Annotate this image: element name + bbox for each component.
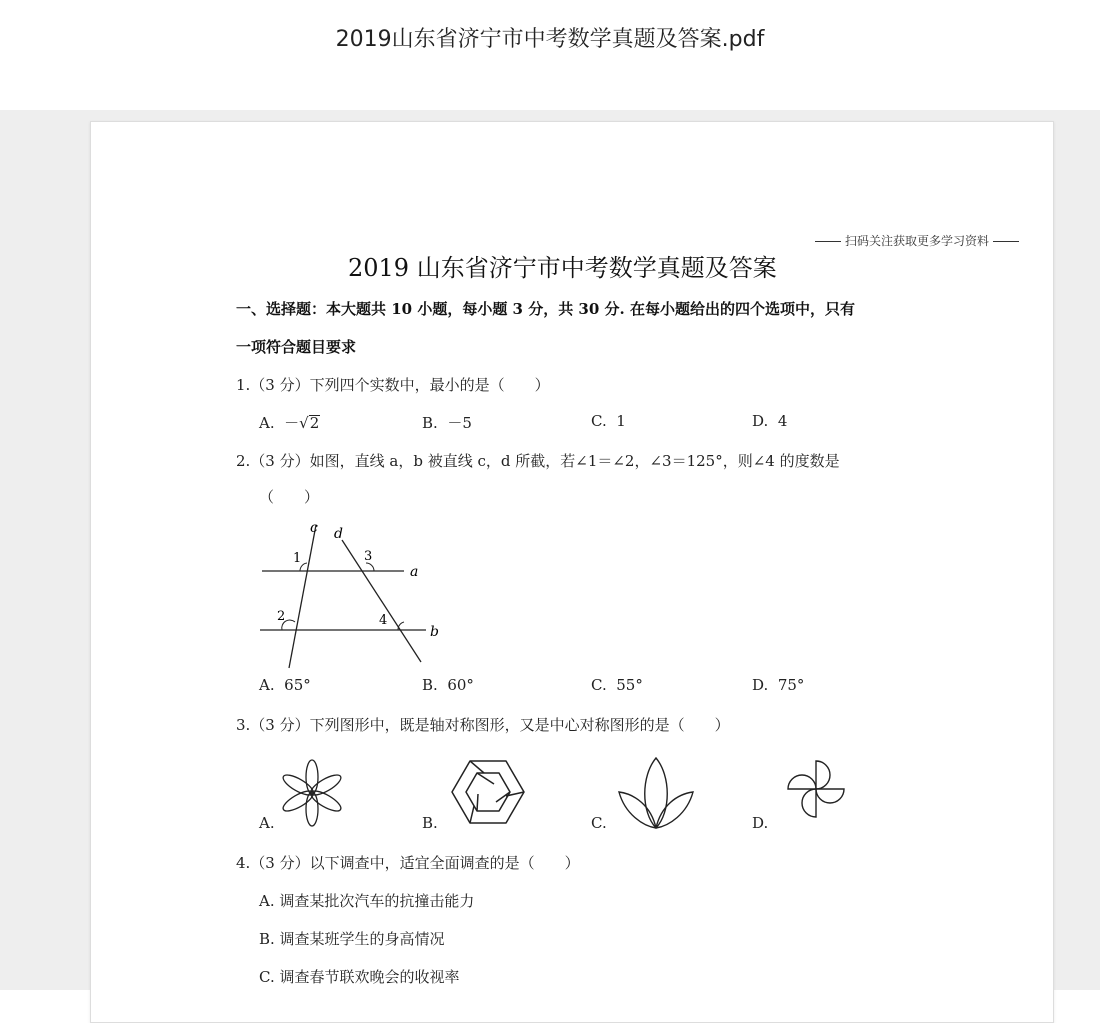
- option-text: 1: [616, 412, 626, 430]
- watermark-dash-left: [815, 241, 841, 242]
- radicand: 2: [309, 414, 320, 432]
- option-letter: C.: [591, 676, 607, 694]
- label-c: c: [310, 520, 318, 536]
- recycle-hexagon-icon: [443, 750, 533, 834]
- question-1-option-c: [591, 412, 626, 430]
- watermark-text: 扫码关注获取更多学习资料: [845, 234, 990, 248]
- option-letter: B.: [422, 414, 438, 432]
- question-2-option-c: [591, 676, 643, 694]
- sqrt-symbol: √: [299, 414, 309, 432]
- question-1-option-b: [422, 412, 472, 433]
- option-letter: A.: [259, 676, 275, 694]
- option-text: 65°: [284, 676, 311, 694]
- pdf-page: [90, 121, 1054, 1023]
- lotus-icon: [613, 754, 699, 832]
- question-1-option-a: [259, 412, 320, 433]
- question-3-stem: 3.（3 分）下列图形中，既是轴对称图形，又是中心对称图形的是（ ）: [236, 716, 730, 734]
- six-petal-flower-icon: [277, 756, 347, 830]
- label-b: b: [430, 624, 439, 640]
- title-bar: [0, 0, 1100, 110]
- question-2-blank: （ ）: [259, 488, 320, 506]
- minus-sign: －: [284, 414, 300, 432]
- option-text: 55°: [616, 676, 643, 694]
- question-3-option-a-letter: A.: [259, 814, 275, 832]
- option-letter: C.: [591, 412, 607, 430]
- question-2-option-b: [422, 676, 474, 694]
- section-heading-line2: 一项符合题目要求: [236, 338, 357, 356]
- line-c: [289, 525, 316, 668]
- question-2-option-a: [259, 676, 311, 694]
- question-3-option-b-letter: B.: [422, 814, 438, 832]
- question-2-figure: [256, 520, 446, 675]
- label-angle-4: 4: [379, 613, 388, 628]
- option-letter: B.: [422, 676, 438, 694]
- question-1-option-d: [752, 412, 787, 430]
- pinwheel-icon: [781, 754, 851, 824]
- watermark: [811, 232, 1023, 249]
- option-text: －5: [447, 414, 472, 432]
- angle-3-arc: [366, 563, 374, 571]
- watermark-dash-right: [993, 241, 1019, 242]
- question-1-stem: 1.（3 分）下列四个实数中，最小的是（ ）: [236, 376, 550, 394]
- question-3-option-c-letter: C.: [591, 814, 607, 832]
- label-angle-3: 3: [364, 549, 373, 564]
- label-a: a: [410, 564, 419, 580]
- file-title: 2019山东省济宁市中考数学真题及答案.pdf: [335, 27, 765, 52]
- question-2-stem: 2.（3 分）如图，直线 a，b 被直线 c，d 所截，若∠1＝∠2，∠3＝125°，则∠4 的度数是: [236, 452, 840, 470]
- option-letter: D.: [752, 676, 769, 694]
- question-4-option-c: C. 调查春节联欢晚会的收视率: [259, 968, 460, 986]
- label-d: d: [334, 526, 343, 542]
- line-d: [342, 540, 421, 662]
- question-4-option-a: A. 调查某批次汽车的抗撞击能力: [259, 892, 475, 910]
- question-4-option-b: B. 调查某班学生的身高情况: [259, 930, 445, 948]
- doc-title: 2019 山东省济宁市中考数学真题及答案: [348, 254, 777, 282]
- option-text: 75°: [777, 676, 805, 694]
- option-text: 4: [777, 412, 788, 430]
- question-4-stem: 4.（3 分）以下调查中，适宜全面调查的是（ ）: [236, 854, 580, 872]
- pdf-viewer[interactable]: [0, 110, 1100, 990]
- question-2-option-d: [752, 676, 804, 694]
- option-text: 60°: [447, 676, 474, 694]
- section-heading-line1: 一、选择题：本大题共 10 小题，每小题 3 分，共 30 分. 在每小题给出的四个选项中，只有: [236, 300, 855, 318]
- label-angle-1: 1: [293, 551, 302, 566]
- option-letter: A.: [259, 414, 275, 432]
- label-angle-2: 2: [277, 609, 286, 624]
- option-letter: D.: [752, 412, 769, 430]
- question-3-option-d-letter: D.: [752, 814, 769, 832]
